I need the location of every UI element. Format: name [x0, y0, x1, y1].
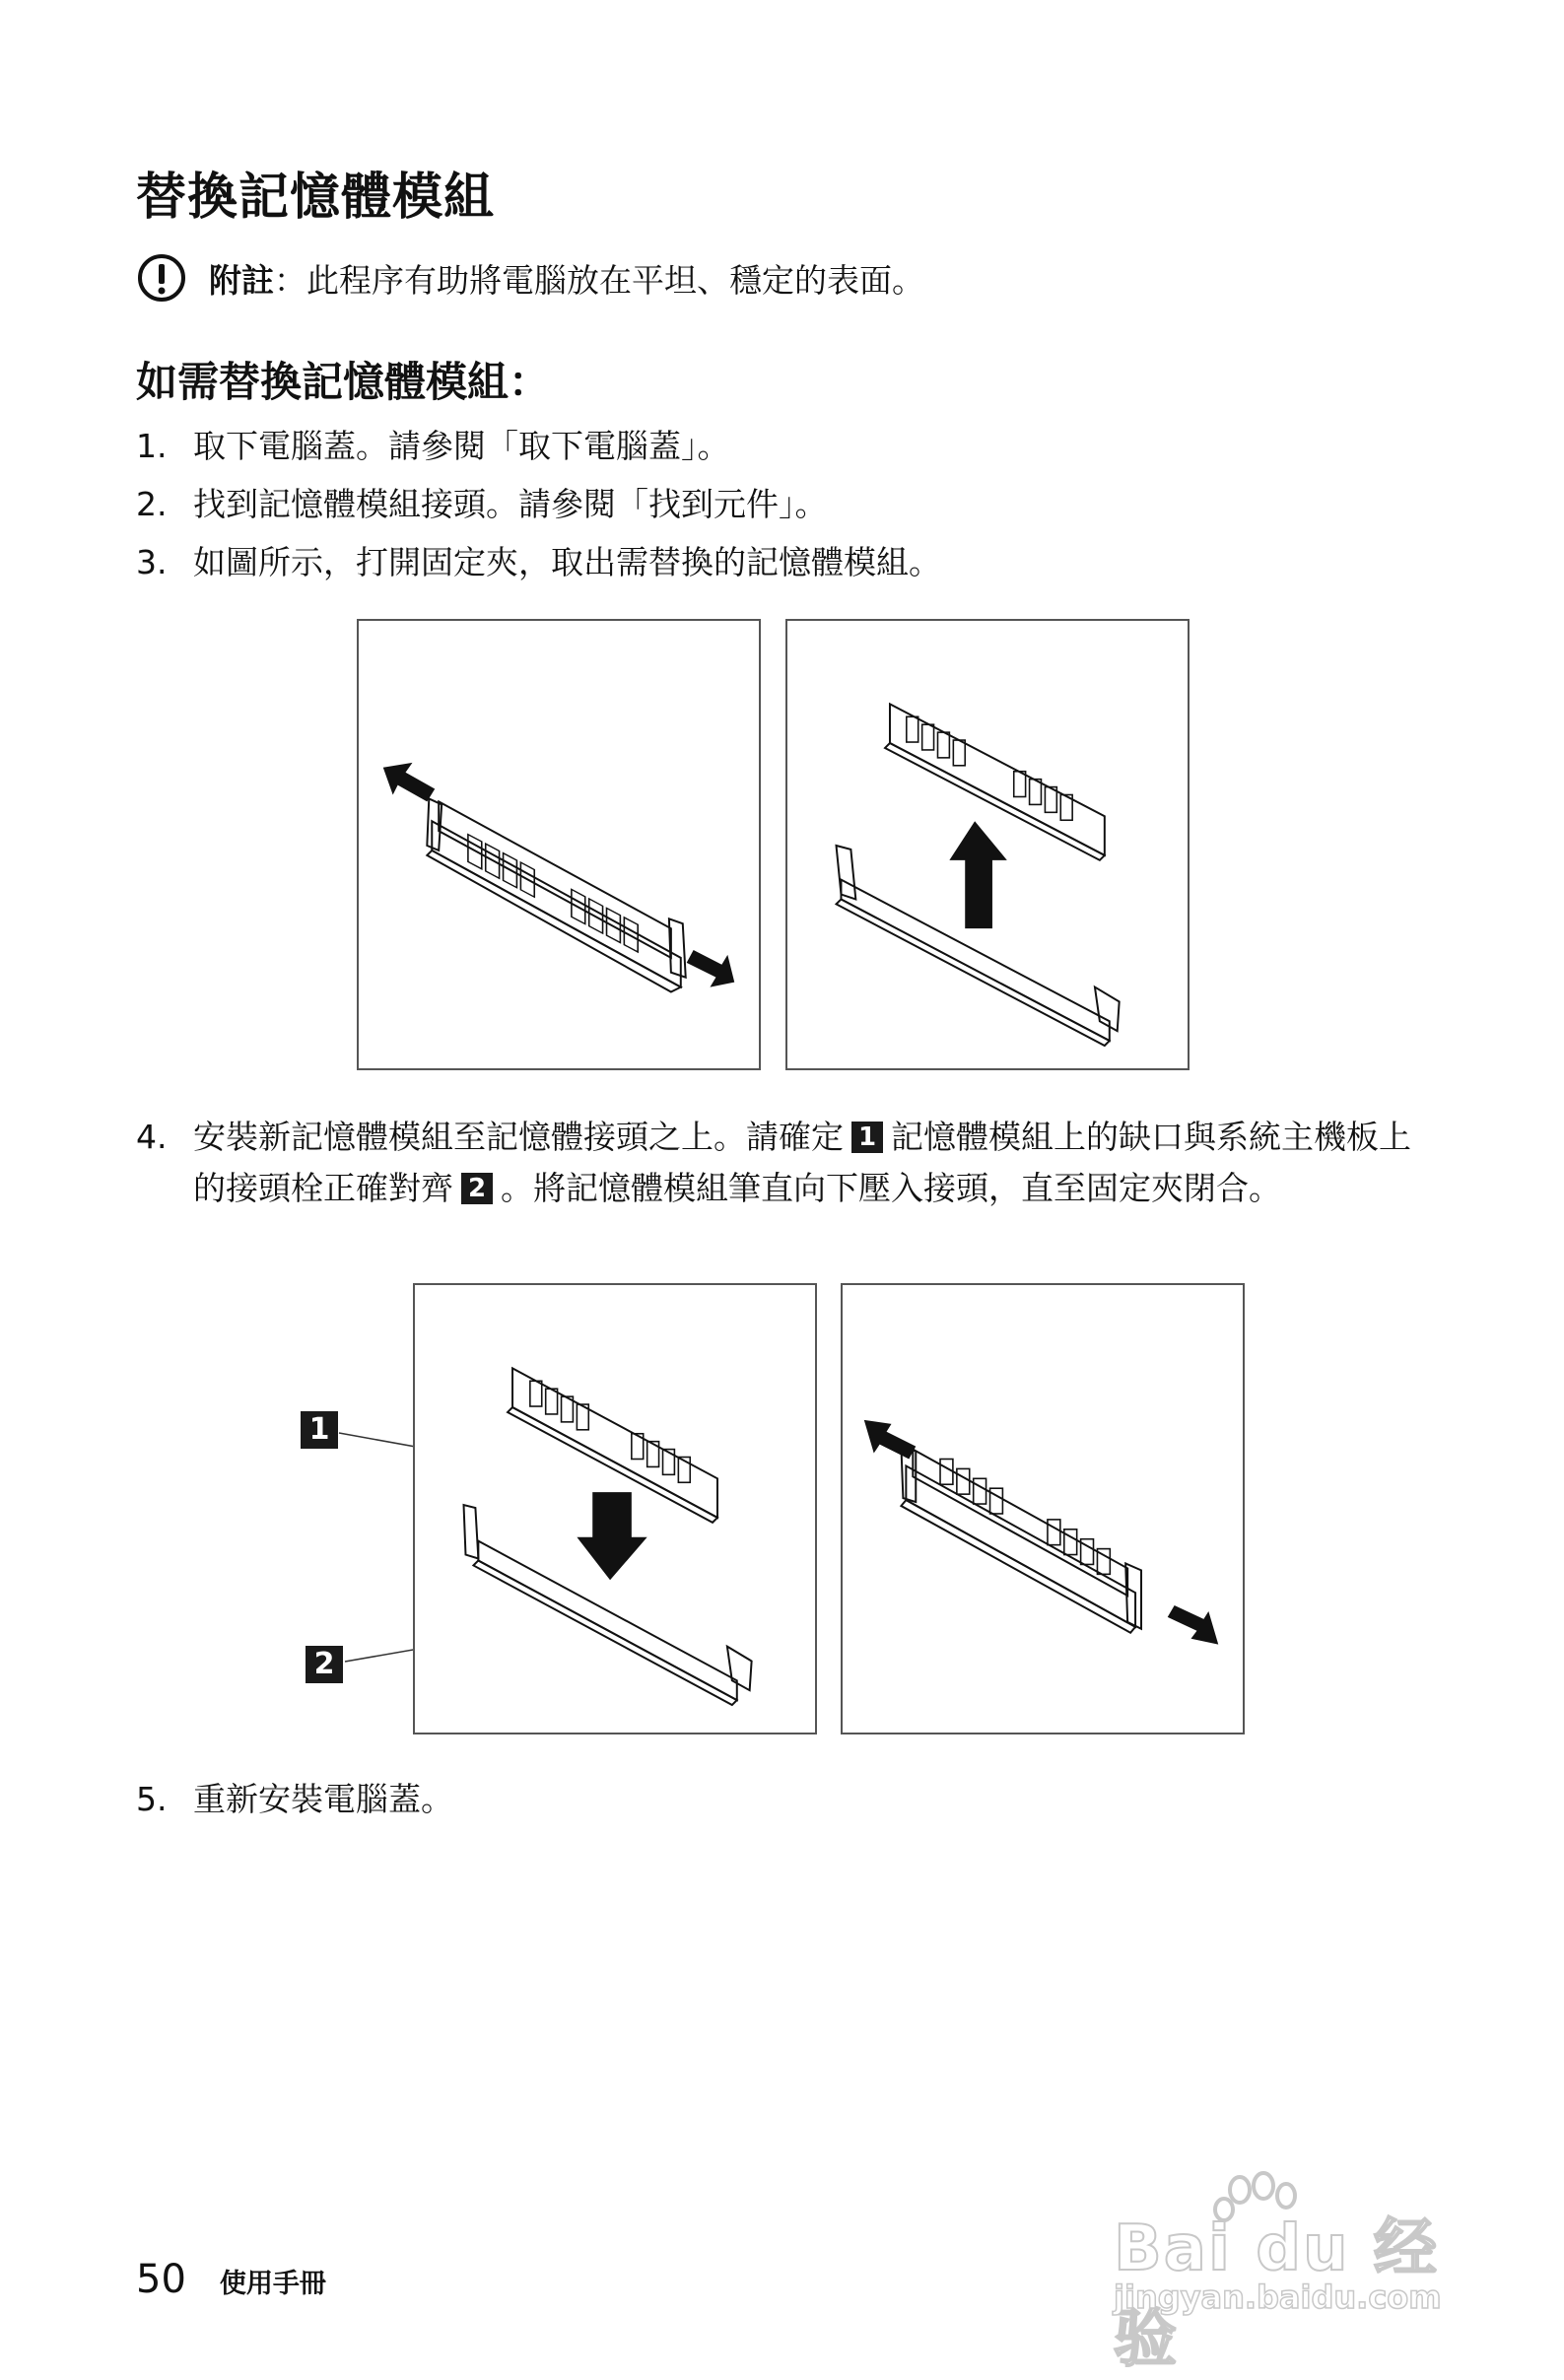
- step-text-part: 記憶體模組上的缺口與系統主機板上的接頭栓正確對齊: [193, 1118, 1411, 1207]
- step-text: 找到記憶體模組接頭。請參閱「找到元件」。: [193, 485, 828, 523]
- alert-circle-icon: [136, 252, 187, 304]
- baidu-watermark: [1094, 2168, 1488, 2376]
- page-number: 50: [136, 2257, 186, 2302]
- step-number: 3.: [136, 543, 168, 581]
- step-text-part: 安裝新記憶體模組至記憶體接頭之上。請確定: [193, 1118, 844, 1156]
- memory-module-clips-open-illustration: [359, 621, 759, 1068]
- note-label: 附註: [209, 260, 274, 300]
- step-item: [136, 1112, 1425, 1214]
- step-text: 如圖所示，打開固定夾，取出需替換的記憶體模組。: [193, 543, 941, 581]
- page-title: 替換記憶體模組: [136, 169, 496, 227]
- watermark-brand: Bai du 经验: [1114, 2212, 1439, 2376]
- manual-label: 使用手冊: [219, 2269, 326, 2299]
- figure-remove-lift: [785, 619, 1190, 1070]
- step-item: [136, 479, 1425, 530]
- memory-module-lift-out-illustration: [787, 621, 1188, 1068]
- note-block: [136, 252, 924, 304]
- step-number: 5.: [136, 1780, 168, 1818]
- step-item: [136, 421, 1425, 472]
- step-text-part: 。將記憶體模組筆直向下壓入接頭，直至固定夾閉合。: [501, 1169, 1281, 1207]
- page-footer: [136, 2257, 326, 2302]
- section-subtitle: 如需替換記憶體模組：: [136, 358, 551, 406]
- step-text: [193, 1112, 1425, 1214]
- figure-remove-unlock: [357, 619, 761, 1070]
- step-item: [136, 537, 1425, 588]
- callout-badge-2: 2: [461, 1173, 493, 1204]
- callout-2: 2: [306, 1646, 343, 1683]
- note-text: ：此程序有助將電腦放在平坦、穩定的表面。: [274, 260, 924, 300]
- watermark-url: jingyan.baidu.com: [1114, 2278, 1442, 2316]
- callout-badge-1: 1: [851, 1122, 883, 1153]
- memory-module-press-in-illustration: [843, 1285, 1243, 1733]
- step-text: 取下電腦蓋。請參閱「取下電腦蓋」。: [193, 427, 730, 465]
- memory-module-align-illustration: [415, 1285, 815, 1733]
- step-text: 重新安裝電腦蓋。: [193, 1780, 453, 1818]
- step-number: 4.: [136, 1118, 168, 1156]
- figure-install-press: [841, 1283, 1245, 1734]
- callout-1: 1: [301, 1411, 338, 1449]
- step-item: [136, 1774, 1425, 1825]
- figure-install-align: [413, 1283, 817, 1734]
- step-number: 1.: [136, 427, 168, 465]
- step-number: 2.: [136, 485, 168, 523]
